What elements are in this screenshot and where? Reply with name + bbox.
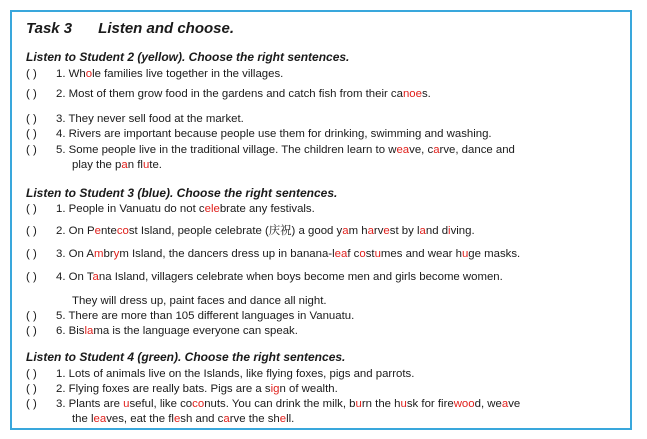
sentence-text: sh and c (180, 413, 224, 425)
sentence-text: nd d (425, 225, 449, 237)
sentence-text: m Island, the dancers dress up in banana-l (119, 248, 335, 260)
answer-blank[interactable]: ( ) (26, 225, 37, 237)
sentence-text: n fl (127, 159, 143, 171)
sentence-text: seful, like co (129, 398, 193, 410)
highlighted-text: e (173, 413, 181, 425)
sentence-text: nte (100, 225, 117, 237)
sentence-text: brate any festivals. (219, 203, 315, 215)
highlighted-text: a (92, 271, 99, 283)
highlighted-text: la (84, 325, 94, 337)
highlighted-text: a (121, 159, 128, 171)
sentence-text: sk for fire (406, 398, 454, 410)
highlighted-text: u (355, 398, 362, 410)
highlighted-text: u (374, 248, 381, 260)
highlighted-text: a (367, 225, 374, 237)
answer-blank[interactable]: ( ) (26, 271, 37, 283)
sentence-text: rn the h (361, 398, 401, 410)
sentence-text: 3. Plants are (56, 398, 124, 410)
task-instruction: Listen and choose. (98, 20, 235, 37)
answer-blank[interactable]: ( ) (26, 68, 37, 80)
sentence-text: 6. Bis (56, 325, 85, 337)
highlighted-text: y (113, 248, 120, 260)
sentence-text: 5. There are more than 105 different languages in Vanuatu. (56, 310, 355, 322)
answer-blank[interactable]: ( ) (26, 128, 37, 140)
highlighted-text: e (279, 413, 287, 425)
sentence-text: 3. On A (56, 248, 94, 260)
highlighted-text: a (501, 398, 509, 410)
highlighted-text: woo (453, 398, 475, 410)
task-title (26, 20, 234, 37)
answer-blank[interactable]: ( ) (26, 398, 37, 410)
highlighted-text: i (448, 225, 451, 237)
sentence-continuation (72, 294, 327, 308)
sentence-text: m h (348, 225, 368, 237)
highlighted-text: co (116, 225, 129, 237)
sentence-text: ma is the language everyone can speak. (93, 325, 298, 337)
answer-blank[interactable]: ( ) (26, 144, 37, 156)
task-frame (10, 10, 632, 430)
highlighted-text: ea (334, 248, 348, 260)
sentence-continuation (72, 158, 162, 172)
highlighted-text: u (123, 398, 130, 410)
sentence-text: na Island, villagers celebrate when boys become men and girls become women. (98, 271, 503, 283)
sentence-text: st (365, 248, 375, 260)
highlighted-text: a (433, 144, 440, 156)
highlighted-text: co (192, 398, 205, 410)
section-heading-student-2: Listen to Student 2 (yellow). Choose the right sentences. (26, 50, 350, 64)
highlighted-text: a (342, 225, 349, 237)
sentence-text: te. (149, 159, 162, 171)
sentence-text: 1. Lots of animals live on the Islands, like flying foxes, pigs and parrots. (56, 368, 415, 380)
sentence-continuation (72, 412, 294, 426)
highlighted-text: ea (93, 413, 107, 425)
sentence-line (26, 87, 431, 101)
sentence-text: ves, eat the fl (106, 413, 174, 425)
answer-blank[interactable]: ( ) (26, 203, 37, 215)
answer-blank[interactable]: ( ) (26, 383, 37, 395)
sentence-text: d, we (474, 398, 502, 410)
sentence-text: nuts. You can drink the milk, b (204, 398, 356, 410)
highlighted-text: ea (396, 144, 410, 156)
sentence-text: 2. Most of them grow food in the gardens and catch fish from their ca (56, 88, 403, 100)
sentence-line (26, 202, 315, 216)
sentence-line (26, 324, 298, 338)
highlighted-text: ig (270, 383, 280, 395)
highlighted-text: o (85, 68, 93, 80)
sentence-text: rv (373, 225, 384, 237)
highlighted-text: ele (204, 203, 220, 215)
sentence-text: st Island, people celebrate (庆祝) a good y (128, 225, 343, 237)
highlighted-text: e (383, 225, 390, 237)
sentence-text: play the p (72, 159, 122, 171)
sentence-line (26, 270, 503, 284)
sentence-text: 2. On P (56, 225, 95, 237)
answer-blank[interactable]: ( ) (26, 325, 37, 337)
highlighted-text: u (400, 398, 407, 410)
sentence-line (26, 309, 354, 323)
sentence-text: ge masks. (468, 248, 521, 260)
sentence-text: ve, c (409, 144, 434, 156)
sentence-text: br (103, 248, 114, 260)
highlighted-text: o (359, 248, 366, 260)
sentence-text: f c (347, 248, 360, 260)
sentence-line (26, 112, 244, 126)
sentence-line (26, 247, 520, 261)
section-heading-student-3: Listen to Student 3 (blue). Choose the right sentences. (26, 186, 338, 200)
sentence-text: 5. Some people live in the traditional village. The children learn to w (56, 144, 397, 156)
sentence-text: ve (508, 398, 521, 410)
highlighted-text: e (94, 225, 101, 237)
sentence-text: rve, dance and (439, 144, 515, 156)
sentence-line (26, 367, 414, 381)
sentence-text: 4. Rivers are important because people use them for drinking, swimming and washing. (56, 128, 492, 140)
answer-blank[interactable]: ( ) (26, 310, 37, 322)
sentence-text: ving. (450, 225, 475, 237)
sentence-text: 2. Flying foxes are really bats. Pigs are a s (56, 383, 271, 395)
answer-blank[interactable]: ( ) (26, 113, 37, 125)
sentence-line (26, 127, 492, 141)
sentence-text: 3. They never sell food at the market. (56, 113, 244, 125)
highlighted-text: noe (402, 88, 422, 100)
sentence-line (26, 224, 475, 238)
task-label: Task 3 (26, 20, 73, 37)
sentence-text: rve the sh (229, 413, 280, 425)
sentence-text: 4. On T (56, 271, 93, 283)
sentence-text: s. (421, 88, 431, 100)
answer-blank[interactable]: ( ) (26, 368, 37, 380)
answer-blank[interactable]: ( ) (26, 248, 37, 260)
sentence-text: They will dress up, paint faces and dance all night. (72, 295, 327, 307)
highlighted-text: u (461, 248, 469, 260)
highlighted-text: u (142, 159, 150, 171)
sentence-text: n of wealth. (279, 383, 338, 395)
sentence-text: ll. (286, 413, 295, 425)
highlighted-text: m (94, 248, 104, 260)
sentence-line (26, 143, 515, 157)
highlighted-text: a (419, 225, 426, 237)
sentence-line (26, 382, 338, 396)
highlighted-text: a (223, 413, 230, 425)
sentence-text: the l (72, 413, 94, 425)
sentence-line (26, 397, 520, 411)
sentence-text: 1. People in Vanuatu do not c (56, 203, 205, 215)
sentence-text: mes and wear h (380, 248, 462, 260)
sentence-line (26, 67, 283, 81)
answer-blank[interactable]: ( ) (26, 88, 37, 100)
section-heading-student-4: Listen to Student 4 (green). Choose the right sentences. (26, 350, 346, 364)
sentence-text: 1. Wh (56, 68, 86, 80)
sentence-text: st by l (389, 225, 420, 237)
sentence-text: le families live together in the villages. (92, 68, 284, 80)
